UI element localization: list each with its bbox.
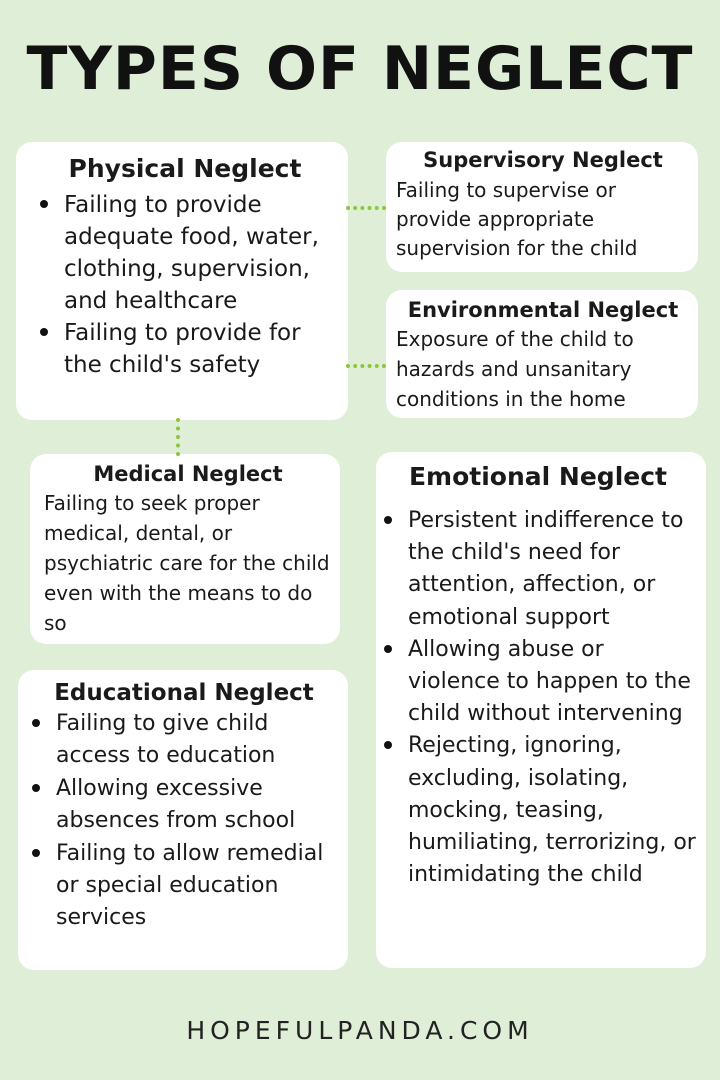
list-item: Failing to give child access to education xyxy=(28,708,340,773)
environmental-neglect-card xyxy=(386,290,698,418)
list-item: Failing to provide adequate food, water, clothing, supervision, and healthcare xyxy=(36,189,334,317)
list-item: Failing to provide for the child's safety xyxy=(36,317,334,381)
connector-physical-medical xyxy=(176,418,180,456)
page-title: TYPES OF NEGLECT xyxy=(26,34,694,104)
environmental-neglect-heading: Environmental Neglect xyxy=(407,298,679,322)
medical-neglect-text: Failing to seek proper medical, dental, or psychiatric care for the child even with the means to do so xyxy=(44,491,330,635)
physical-neglect-list xyxy=(36,189,334,381)
supervisory-neglect-card xyxy=(386,142,698,272)
physical-neglect-card xyxy=(16,142,348,420)
list-item: Allowing abuse or violence to happen to the child without intervening xyxy=(380,634,696,731)
footer-website: HOPEFULPANDA.COM xyxy=(186,1016,534,1045)
educational-neglect-heading: Educational Neglect xyxy=(54,680,314,706)
list-item: Rejecting, ignoring, excluding, isolating, mocking, teasing, humiliating, terrorizing, or intimidating the child xyxy=(380,730,696,891)
connector-physical-environmental xyxy=(346,364,386,368)
educational-neglect-card xyxy=(18,670,348,970)
medical-neglect-heading: Medical Neglect xyxy=(93,462,283,486)
emotional-neglect-card xyxy=(376,452,706,968)
list-item: Allowing excessive absences from school xyxy=(28,773,340,838)
emotional-neglect-list xyxy=(380,505,696,891)
supervisory-neglect-text: Failing to supervise or provide appropriate supervision for the child xyxy=(396,178,638,260)
emotional-neglect-heading: Emotional Neglect xyxy=(408,462,667,491)
list-item: Failing to allow remedial or special education services xyxy=(28,838,340,935)
supervisory-neglect-heading: Supervisory Neglect xyxy=(423,148,663,172)
educational-neglect-list xyxy=(28,708,340,935)
environmental-neglect-text: Exposure of the child to hazards and unsanitary conditions in the home xyxy=(396,327,634,411)
medical-neglect-card xyxy=(30,454,340,644)
physical-neglect-heading: Physical Neglect xyxy=(68,154,302,183)
list-item: Persistent indifference to the child's need for attention, affection, or emotional support xyxy=(380,505,696,634)
connector-physical-supervisory xyxy=(346,206,386,210)
